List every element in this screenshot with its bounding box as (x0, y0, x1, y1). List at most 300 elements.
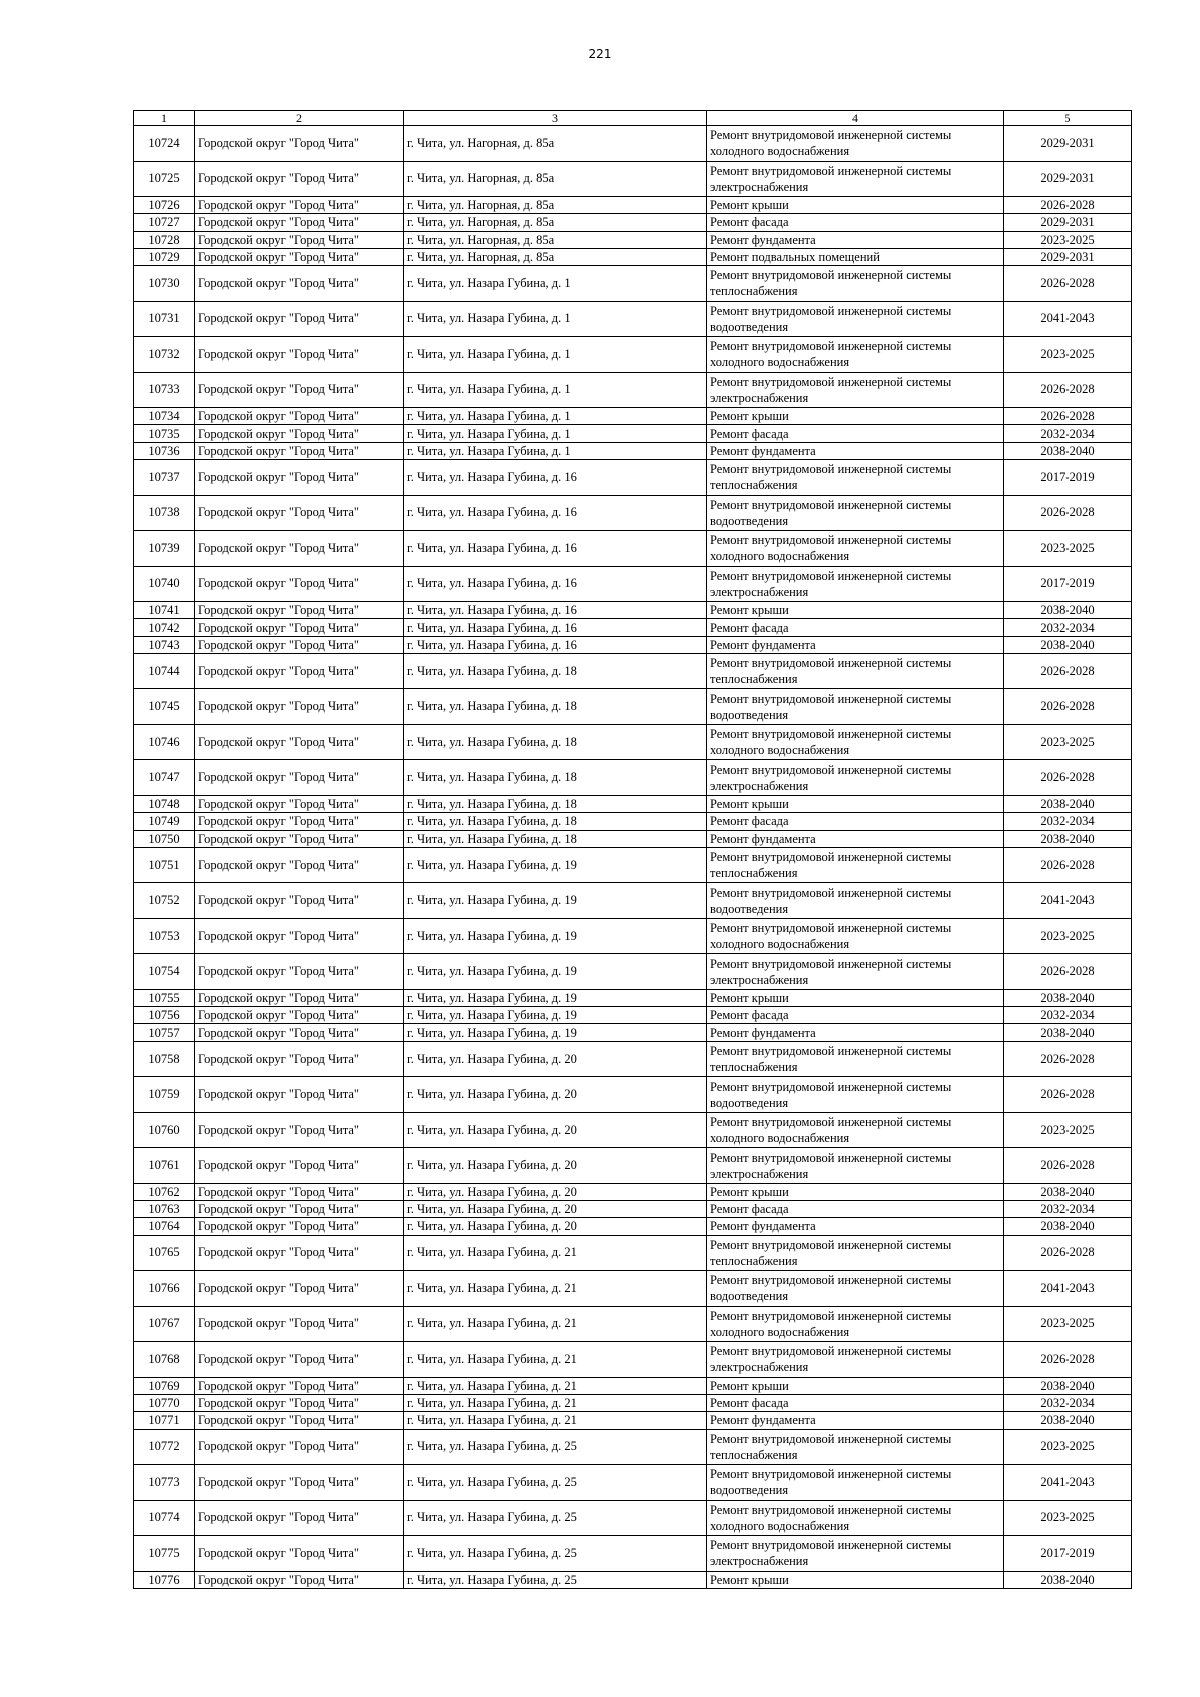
table-row (134, 425, 1132, 442)
table-row (134, 989, 1132, 1006)
work-type-cell: Ремонт внутридомовой инженерной системы водоотведения (707, 1271, 1004, 1307)
municipality-cell: Городской округ "Город Чита" (195, 231, 404, 248)
period-cell: 2017-2019 (1004, 566, 1132, 602)
work-type-cell: Ремонт внутридомовой инженерной системы водоотведения (707, 301, 1004, 337)
table-row (134, 372, 1132, 408)
work-type-cell: Ремонт крыши (707, 989, 1004, 1006)
table-row (134, 1218, 1132, 1235)
municipality-cell: Городской округ "Город Чита" (195, 1183, 404, 1200)
row-number-cell: 10751 (134, 847, 195, 883)
work-type-cell: Ремонт внутридомовой инженерной системы теплоснабжения (707, 1429, 1004, 1465)
table-row (134, 248, 1132, 265)
row-number-cell: 10763 (134, 1201, 195, 1218)
period-cell: 2023-2025 (1004, 531, 1132, 567)
work-type-cell: Ремонт внутридомовой инженерной системы электроснабжения (707, 161, 1004, 197)
work-type-cell: Ремонт фундамента (707, 1024, 1004, 1041)
period-cell: 2023-2025 (1004, 1112, 1132, 1148)
work-type-cell: Ремонт фасада (707, 813, 1004, 830)
table-row (134, 1500, 1132, 1536)
work-type-cell: Ремонт фасада (707, 214, 1004, 231)
table-row (134, 954, 1132, 990)
municipality-cell: Городской округ "Город Чита" (195, 161, 404, 197)
address-cell: г. Чита, ул. Назара Губина, д. 21 (404, 1235, 707, 1271)
municipality-cell: Городской округ "Город Чита" (195, 830, 404, 847)
row-number-cell: 10753 (134, 918, 195, 954)
work-type-cell: Ремонт внутридомовой инженерной системы теплоснабжения (707, 460, 1004, 496)
address-cell: г. Чита, ул. Назара Губина, д. 25 (404, 1500, 707, 1536)
table-row (134, 1342, 1132, 1378)
row-number-cell: 10774 (134, 1500, 195, 1536)
period-cell: 2026-2028 (1004, 1235, 1132, 1271)
table-row (134, 830, 1132, 847)
work-type-cell: Ремонт крыши (707, 408, 1004, 425)
table-body (134, 111, 1132, 1589)
municipality-cell: Городской округ "Город Чита" (195, 1571, 404, 1588)
work-type-cell: Ремонт внутридомовой инженерной системы электроснабжения (707, 1342, 1004, 1378)
period-cell: 2026-2028 (1004, 760, 1132, 796)
municipality-cell: Городской округ "Город Чита" (195, 1306, 404, 1342)
address-cell: г. Чита, ул. Назара Губина, д. 18 (404, 653, 707, 689)
municipality-cell: Городской округ "Город Чита" (195, 1342, 404, 1378)
page-number: 221 (588, 47, 612, 61)
row-number-cell: 10770 (134, 1394, 195, 1411)
address-cell: г. Чита, ул. Назара Губина, д. 1 (404, 337, 707, 373)
table-row (134, 883, 1132, 919)
period-cell: 2038-2040 (1004, 442, 1132, 459)
row-number-cell: 10749 (134, 813, 195, 830)
address-cell: г. Чита, ул. Назара Губина, д. 21 (404, 1306, 707, 1342)
row-number-cell: 10736 (134, 442, 195, 459)
period-cell: 2026-2028 (1004, 408, 1132, 425)
period-cell: 2026-2028 (1004, 495, 1132, 531)
address-cell: г. Чита, ул. Назара Губина, д. 21 (404, 1412, 707, 1429)
period-cell: 2032-2034 (1004, 619, 1132, 636)
row-number-cell: 10752 (134, 883, 195, 919)
municipality-cell: Городской округ "Город Чита" (195, 1007, 404, 1024)
row-number-cell: 10725 (134, 161, 195, 197)
address-cell: г. Чита, ул. Назара Губина, д. 20 (404, 1201, 707, 1218)
table-row (134, 231, 1132, 248)
table-row (134, 1394, 1132, 1411)
period-cell: 2026-2028 (1004, 1077, 1132, 1113)
work-type-cell: Ремонт внутридомовой инженерной системы холодного водоснабжения (707, 1500, 1004, 1536)
row-number-cell: 10729 (134, 248, 195, 265)
period-cell: 2026-2028 (1004, 689, 1132, 725)
table-row (134, 653, 1132, 689)
row-number-cell: 10730 (134, 266, 195, 302)
work-type-cell: Ремонт фасада (707, 1201, 1004, 1218)
municipality-cell: Городской округ "Город Чита" (195, 954, 404, 990)
row-number-cell: 10738 (134, 495, 195, 531)
period-cell: 2029-2031 (1004, 161, 1132, 197)
table-row (134, 1306, 1132, 1342)
table-row (134, 1271, 1132, 1307)
work-type-cell: Ремонт внутридомовой инженерной системы холодного водоснабжения (707, 724, 1004, 760)
period-cell: 2038-2040 (1004, 1571, 1132, 1588)
address-cell: г. Чита, ул. Назара Губина, д. 1 (404, 408, 707, 425)
table-row (134, 813, 1132, 830)
row-number-cell: 10766 (134, 1271, 195, 1307)
work-type-cell: Ремонт фасада (707, 1394, 1004, 1411)
period-cell: 2023-2025 (1004, 337, 1132, 373)
table-row (134, 197, 1132, 214)
table-row (134, 847, 1132, 883)
period-cell: 2032-2034 (1004, 1394, 1132, 1411)
municipality-cell: Городской округ "Город Чита" (195, 266, 404, 302)
period-cell: 2023-2025 (1004, 918, 1132, 954)
address-cell: г. Чита, ул. Назара Губина, д. 19 (404, 1024, 707, 1041)
address-cell: г. Чита, ул. Нагорная, д. 85а (404, 197, 707, 214)
table-row (134, 689, 1132, 725)
row-number-cell: 10750 (134, 830, 195, 847)
row-number-cell: 10772 (134, 1429, 195, 1465)
period-cell: 2032-2034 (1004, 1007, 1132, 1024)
work-type-cell: Ремонт внутридомовой инженерной системы водоотведения (707, 689, 1004, 725)
row-number-cell: 10744 (134, 653, 195, 689)
row-number-cell: 10756 (134, 1007, 195, 1024)
work-type-cell: Ремонт внутридомовой инженерной системы электроснабжения (707, 1148, 1004, 1184)
work-type-cell: Ремонт внутридомовой инженерной системы электроснабжения (707, 1536, 1004, 1572)
period-cell: 2038-2040 (1004, 989, 1132, 1006)
period-cell: 2026-2028 (1004, 1148, 1132, 1184)
work-type-cell: Ремонт внутридомовой инженерной системы электроснабжения (707, 566, 1004, 602)
municipality-cell: Городской округ "Город Чита" (195, 126, 404, 162)
table-row (134, 408, 1132, 425)
row-number-cell: 10740 (134, 566, 195, 602)
row-number-cell: 10726 (134, 197, 195, 214)
work-type-cell: Ремонт внутридомовой инженерной системы водоотведения (707, 1077, 1004, 1113)
work-type-cell: Ремонт внутридомовой инженерной системы холодного водоснабжения (707, 1306, 1004, 1342)
row-number-cell: 10771 (134, 1412, 195, 1429)
address-cell: г. Чита, ул. Назара Губина, д. 21 (404, 1342, 707, 1378)
work-type-cell: Ремонт крыши (707, 795, 1004, 812)
address-cell: г. Чита, ул. Назара Губина, д. 16 (404, 566, 707, 602)
work-type-cell: Ремонт фундамента (707, 636, 1004, 653)
address-cell: г. Чита, ул. Назара Губина, д. 21 (404, 1377, 707, 1394)
municipality-cell: Городской округ "Город Чита" (195, 442, 404, 459)
table-row (134, 1007, 1132, 1024)
work-type-cell: Ремонт фундамента (707, 231, 1004, 248)
table-row (134, 1377, 1132, 1394)
table-row (134, 1429, 1132, 1465)
municipality-cell: Городской округ "Город Чита" (195, 1500, 404, 1536)
period-cell: 2038-2040 (1004, 602, 1132, 619)
municipality-cell: Городской округ "Город Чита" (195, 847, 404, 883)
municipality-cell: Городской округ "Город Чита" (195, 883, 404, 919)
table-row (134, 1465, 1132, 1501)
table-row (134, 531, 1132, 567)
municipality-cell: Городской округ "Город Чита" (195, 1536, 404, 1572)
address-cell: г. Чита, ул. Нагорная, д. 85а (404, 248, 707, 265)
row-number-cell: 10731 (134, 301, 195, 337)
municipality-cell: Городской округ "Город Чита" (195, 619, 404, 636)
work-type-cell: Ремонт крыши (707, 602, 1004, 619)
municipality-cell: Городской округ "Город Чита" (195, 1394, 404, 1411)
work-type-cell: Ремонт внутридомовой инженерной системы водоотведения (707, 883, 1004, 919)
period-cell: 2038-2040 (1004, 1024, 1132, 1041)
period-cell: 2032-2034 (1004, 813, 1132, 830)
address-cell: г. Чита, ул. Назара Губина, д. 20 (404, 1183, 707, 1200)
work-type-cell: Ремонт внутридомовой инженерной системы теплоснабжения (707, 847, 1004, 883)
address-cell: г. Чита, ул. Нагорная, д. 85а (404, 126, 707, 162)
row-number-cell: 10761 (134, 1148, 195, 1184)
work-type-cell: Ремонт фасада (707, 1007, 1004, 1024)
work-type-cell: Ремонт крыши (707, 1183, 1004, 1200)
address-cell: г. Чита, ул. Назара Губина, д. 20 (404, 1077, 707, 1113)
municipality-cell: Городской округ "Город Чита" (195, 1218, 404, 1235)
work-type-cell: Ремонт внутридомовой инженерной системы теплоснабжения (707, 1235, 1004, 1271)
period-cell: 2038-2040 (1004, 795, 1132, 812)
address-cell: г. Чита, ул. Назара Губина, д. 21 (404, 1271, 707, 1307)
work-type-cell: Ремонт внутридомовой инженерной системы холодного водоснабжения (707, 337, 1004, 373)
table-row (134, 495, 1132, 531)
period-cell: 2029-2031 (1004, 126, 1132, 162)
work-type-cell: Ремонт внутридомовой инженерной системы теплоснабжения (707, 653, 1004, 689)
address-cell: г. Чита, ул. Назара Губина, д. 19 (404, 883, 707, 919)
address-cell: г. Чита, ул. Назара Губина, д. 19 (404, 1007, 707, 1024)
address-cell: г. Чита, ул. Назара Губина, д. 20 (404, 1148, 707, 1184)
municipality-cell: Городской округ "Город Чита" (195, 408, 404, 425)
table-row (134, 301, 1132, 337)
address-cell: г. Чита, ул. Назара Губина, д. 18 (404, 813, 707, 830)
address-cell: г. Чита, ул. Назара Губина, д. 20 (404, 1218, 707, 1235)
municipality-cell: Городской округ "Город Чита" (195, 689, 404, 725)
municipality-cell: Городской округ "Город Чита" (195, 1041, 404, 1077)
work-type-cell: Ремонт фасада (707, 619, 1004, 636)
row-number-cell: 10762 (134, 1183, 195, 1200)
municipality-cell: Городской округ "Город Чита" (195, 724, 404, 760)
address-cell: г. Чита, ул. Назара Губина, д. 19 (404, 847, 707, 883)
table-row (134, 1024, 1132, 1041)
table-row (134, 1412, 1132, 1429)
work-type-cell: Ремонт внутридомовой инженерной системы электроснабжения (707, 760, 1004, 796)
period-cell: 2029-2031 (1004, 248, 1132, 265)
row-number-cell: 10732 (134, 337, 195, 373)
period-cell: 2041-2043 (1004, 883, 1132, 919)
period-cell: 2026-2028 (1004, 266, 1132, 302)
municipality-cell: Городской округ "Город Чита" (195, 1201, 404, 1218)
work-type-cell: Ремонт внутридомовой инженерной системы холодного водоснабжения (707, 531, 1004, 567)
work-type-cell: Ремонт внутридомовой инженерной системы холодного водоснабжения (707, 1112, 1004, 1148)
row-number-cell: 10746 (134, 724, 195, 760)
period-cell: 2023-2025 (1004, 231, 1132, 248)
period-cell: 2032-2034 (1004, 1201, 1132, 1218)
period-cell: 2029-2031 (1004, 214, 1132, 231)
address-cell: г. Чита, ул. Назара Губина, д. 16 (404, 460, 707, 496)
address-cell: г. Чита, ул. Назара Губина, д. 20 (404, 1112, 707, 1148)
row-number-cell: 10724 (134, 126, 195, 162)
work-type-cell: Ремонт крыши (707, 1377, 1004, 1394)
row-number-cell: 10758 (134, 1041, 195, 1077)
table-row (134, 1235, 1132, 1271)
municipality-cell: Городской округ "Город Чита" (195, 1377, 404, 1394)
municipality-cell: Городской округ "Город Чита" (195, 653, 404, 689)
row-number-cell: 10727 (134, 214, 195, 231)
address-cell: г. Чита, ул. Нагорная, д. 85а (404, 214, 707, 231)
address-cell: г. Чита, ул. Назара Губина, д. 21 (404, 1394, 707, 1411)
table-row (134, 1112, 1132, 1148)
address-cell: г. Чита, ул. Назара Губина, д. 18 (404, 760, 707, 796)
work-type-cell: Ремонт внутридомовой инженерной системы теплоснабжения (707, 266, 1004, 302)
municipality-cell: Городской округ "Город Чита" (195, 372, 404, 408)
row-number-cell: 10728 (134, 231, 195, 248)
row-number-cell: 10748 (134, 795, 195, 812)
address-cell: г. Чита, ул. Назара Губина, д. 18 (404, 724, 707, 760)
address-cell: г. Чита, ул. Назара Губина, д. 19 (404, 954, 707, 990)
address-cell: г. Чита, ул. Назара Губина, д. 25 (404, 1571, 707, 1588)
work-type-cell: Ремонт внутридомовой инженерной системы электроснабжения (707, 372, 1004, 408)
table-row (134, 460, 1132, 496)
work-type-cell: Ремонт подвальных помещений (707, 248, 1004, 265)
row-number-cell: 10735 (134, 425, 195, 442)
period-cell: 2038-2040 (1004, 1377, 1132, 1394)
period-cell: 2023-2025 (1004, 1306, 1132, 1342)
municipality-cell: Городской округ "Город Чита" (195, 566, 404, 602)
municipality-cell: Городской округ "Город Чита" (195, 989, 404, 1006)
municipality-cell: Городской округ "Город Чита" (195, 301, 404, 337)
period-cell: 2026-2028 (1004, 372, 1132, 408)
municipality-cell: Городской округ "Город Чита" (195, 602, 404, 619)
table-row (134, 566, 1132, 602)
address-cell: г. Чита, ул. Нагорная, д. 85а (404, 231, 707, 248)
work-type-cell: Ремонт крыши (707, 1571, 1004, 1588)
table-header-row (134, 111, 1132, 126)
repair-schedule-table (133, 110, 1132, 1589)
table-row (134, 1077, 1132, 1113)
municipality-cell: Городской округ "Город Чита" (195, 1235, 404, 1271)
period-cell: 2023-2025 (1004, 1429, 1132, 1465)
period-cell: 2026-2028 (1004, 847, 1132, 883)
row-number-cell: 10754 (134, 954, 195, 990)
municipality-cell: Городской округ "Город Чита" (195, 214, 404, 231)
municipality-cell: Городской округ "Город Чита" (195, 918, 404, 954)
work-type-cell: Ремонт внутридомовой инженерной системы теплоснабжения (707, 1041, 1004, 1077)
address-cell: г. Чита, ул. Назара Губина, д. 1 (404, 425, 707, 442)
table-row (134, 619, 1132, 636)
row-number-cell: 10759 (134, 1077, 195, 1113)
table-row (134, 1201, 1132, 1218)
municipality-cell: Городской округ "Город Чита" (195, 337, 404, 373)
table-row (134, 1571, 1132, 1588)
period-cell: 2026-2028 (1004, 197, 1132, 214)
column-header: 2 (195, 111, 404, 126)
address-cell: г. Чита, ул. Назара Губина, д. 1 (404, 266, 707, 302)
address-cell: г. Чита, ул. Назара Губина, д. 16 (404, 495, 707, 531)
row-number-cell: 10775 (134, 1536, 195, 1572)
municipality-cell: Городской округ "Город Чита" (195, 813, 404, 830)
work-type-cell: Ремонт фундамента (707, 1218, 1004, 1235)
address-cell: г. Чита, ул. Назара Губина, д. 18 (404, 795, 707, 812)
address-cell: г. Чита, ул. Нагорная, д. 85а (404, 161, 707, 197)
row-number-cell: 10769 (134, 1377, 195, 1394)
work-type-cell: Ремонт фундамента (707, 830, 1004, 847)
municipality-cell: Городской округ "Город Чита" (195, 248, 404, 265)
work-type-cell: Ремонт внутридомовой инженерной системы электроснабжения (707, 954, 1004, 990)
row-number-cell: 10757 (134, 1024, 195, 1041)
address-cell: г. Чита, ул. Назара Губина, д. 18 (404, 689, 707, 725)
municipality-cell: Городской округ "Город Чита" (195, 1271, 404, 1307)
address-cell: г. Чита, ул. Назара Губина, д. 1 (404, 301, 707, 337)
row-number-cell: 10764 (134, 1218, 195, 1235)
table-row (134, 337, 1132, 373)
period-cell: 2026-2028 (1004, 954, 1132, 990)
municipality-cell: Городской округ "Город Чита" (195, 636, 404, 653)
table-row (134, 266, 1132, 302)
table-row (134, 126, 1132, 162)
address-cell: г. Чита, ул. Назара Губина, д. 20 (404, 1041, 707, 1077)
row-number-cell: 10765 (134, 1235, 195, 1271)
table-row (134, 724, 1132, 760)
table-row (134, 760, 1132, 796)
table-row (134, 1183, 1132, 1200)
municipality-cell: Городской округ "Город Чита" (195, 795, 404, 812)
municipality-cell: Городской округ "Город Чита" (195, 425, 404, 442)
column-header: 5 (1004, 111, 1132, 126)
period-cell: 2041-2043 (1004, 301, 1132, 337)
table-row (134, 1148, 1132, 1184)
address-cell: г. Чита, ул. Назара Губина, д. 16 (404, 619, 707, 636)
period-cell: 2038-2040 (1004, 1183, 1132, 1200)
address-cell: г. Чита, ул. Назара Губина, д. 16 (404, 636, 707, 653)
row-number-cell: 10755 (134, 989, 195, 1006)
address-cell: г. Чита, ул. Назара Губина, д. 19 (404, 989, 707, 1006)
row-number-cell: 10767 (134, 1306, 195, 1342)
row-number-cell: 10742 (134, 619, 195, 636)
period-cell: 2038-2040 (1004, 1412, 1132, 1429)
work-type-cell: Ремонт фундамента (707, 442, 1004, 459)
work-type-cell: Ремонт внутридомовой инженерной системы водоотведения (707, 495, 1004, 531)
table-row (134, 161, 1132, 197)
column-header: 3 (404, 111, 707, 126)
address-cell: г. Чита, ул. Назара Губина, д. 19 (404, 918, 707, 954)
row-number-cell: 10747 (134, 760, 195, 796)
row-number-cell: 10743 (134, 636, 195, 653)
row-number-cell: 10760 (134, 1112, 195, 1148)
period-cell: 2041-2043 (1004, 1465, 1132, 1501)
row-number-cell: 10741 (134, 602, 195, 619)
address-cell: г. Чита, ул. Назара Губина, д. 16 (404, 602, 707, 619)
period-cell: 2038-2040 (1004, 830, 1132, 847)
address-cell: г. Чита, ул. Назара Губина, д. 18 (404, 830, 707, 847)
period-cell: 2017-2019 (1004, 460, 1132, 496)
work-type-cell: Ремонт внутридомовой инженерной системы водоотведения (707, 1465, 1004, 1501)
period-cell: 2026-2028 (1004, 1342, 1132, 1378)
period-cell: 2023-2025 (1004, 724, 1132, 760)
municipality-cell: Городской округ "Город Чита" (195, 197, 404, 214)
municipality-cell: Городской округ "Город Чита" (195, 1412, 404, 1429)
address-cell: г. Чита, ул. Назара Губина, д. 1 (404, 372, 707, 408)
period-cell: 2032-2034 (1004, 425, 1132, 442)
table-row (134, 1536, 1132, 1572)
table-row (134, 602, 1132, 619)
column-header: 1 (134, 111, 195, 126)
address-cell: г. Чита, ул. Назара Губина, д. 25 (404, 1429, 707, 1465)
period-cell: 2023-2025 (1004, 1500, 1132, 1536)
table-row (134, 442, 1132, 459)
work-type-cell: Ремонт крыши (707, 197, 1004, 214)
row-number-cell: 10773 (134, 1465, 195, 1501)
period-cell: 2041-2043 (1004, 1271, 1132, 1307)
municipality-cell: Городской округ "Город Чита" (195, 1024, 404, 1041)
period-cell: 2026-2028 (1004, 653, 1132, 689)
municipality-cell: Городской округ "Город Чита" (195, 460, 404, 496)
row-number-cell: 10734 (134, 408, 195, 425)
period-cell: 2017-2019 (1004, 1536, 1132, 1572)
address-cell: г. Чита, ул. Назара Губина, д. 25 (404, 1465, 707, 1501)
municipality-cell: Городской округ "Город Чита" (195, 1112, 404, 1148)
column-header: 4 (707, 111, 1004, 126)
period-cell: 2038-2040 (1004, 1218, 1132, 1235)
